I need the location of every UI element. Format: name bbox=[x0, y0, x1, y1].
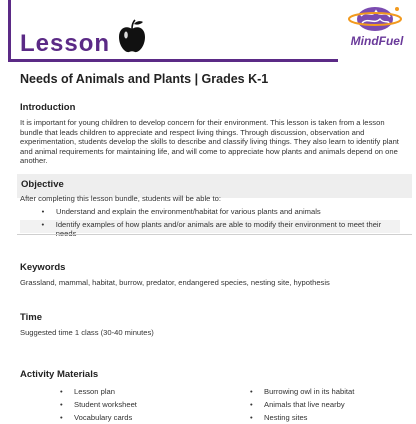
page-header bbox=[0, 0, 416, 70]
objective-item: Identify examples of how plants and/or animals are able to modify their environment to meet their bbox=[55, 220, 382, 229]
list-item: • Burrowing owl in its habitat bbox=[250, 387, 355, 396]
list-item: • Identify examples of how plants and/or animals are able to modify their environment to meet their bbox=[20, 220, 400, 233]
header-accent-vertical bbox=[8, 0, 11, 62]
header-accent-horizontal bbox=[8, 59, 338, 62]
material-item: Lesson plan bbox=[74, 387, 115, 396]
materials-list-left bbox=[60, 385, 137, 424]
objective-lead: After completing this lesson bundle, students will be able to: bbox=[20, 194, 221, 203]
time-heading: Time bbox=[20, 312, 43, 323]
section-divider bbox=[17, 234, 412, 235]
list-item: • Vocabulary cards bbox=[60, 413, 133, 422]
material-item: Vocabulary cards bbox=[74, 413, 133, 422]
list-item: • Animals that live nearby bbox=[250, 400, 345, 409]
material-item: Burrowing owl in its habitat bbox=[264, 387, 355, 396]
material-item: Student worksheet bbox=[74, 400, 137, 409]
time-body: Suggested time 1 class (30-40 minutes) bbox=[20, 328, 154, 337]
materials-heading: Activity Materials bbox=[20, 369, 99, 380]
objective-list bbox=[20, 207, 400, 233]
objective-heading: Objective bbox=[21, 179, 64, 190]
material-item: Animals that live nearby bbox=[264, 400, 345, 409]
objective-item: Understand and explain the environment/habitat for various plants and animals bbox=[56, 207, 321, 216]
keywords-heading: Keywords bbox=[20, 262, 66, 273]
keywords-body: Grassland, mammal, habitat, burrow, predator, endangered species, nesting site, hypothesis bbox=[20, 278, 330, 287]
logo-wordmark: MindFuel bbox=[350, 34, 404, 48]
list-item: • Lesson plan bbox=[60, 387, 115, 396]
list-item: • Nesting sites bbox=[250, 413, 308, 422]
list-item: • Understand and explain the environment/habitat for various plants and animals bbox=[41, 207, 321, 216]
list-item: • Student worksheet bbox=[60, 400, 137, 409]
introduction-heading: Introduction bbox=[20, 102, 76, 113]
lesson-label: Lesson bbox=[20, 30, 111, 57]
materials-list-right bbox=[250, 385, 354, 424]
introduction-body: It is important for young children to develop concern for their environment. This lesson is taken from a lesson bundle that leads children to appreciate and respect living things. Through discussion, observation and experimentation, students develop the skills to describe and classify living things. They also learn to identify plant and animal requirements for maintaining life, and will come to appreciate how plants and animals depend on one another. bbox=[20, 118, 399, 166]
apple-icon bbox=[117, 18, 147, 54]
material-item: Nesting sites bbox=[264, 413, 308, 422]
document-title: Needs of Animals and Plants | Grades K-1 bbox=[20, 72, 269, 86]
